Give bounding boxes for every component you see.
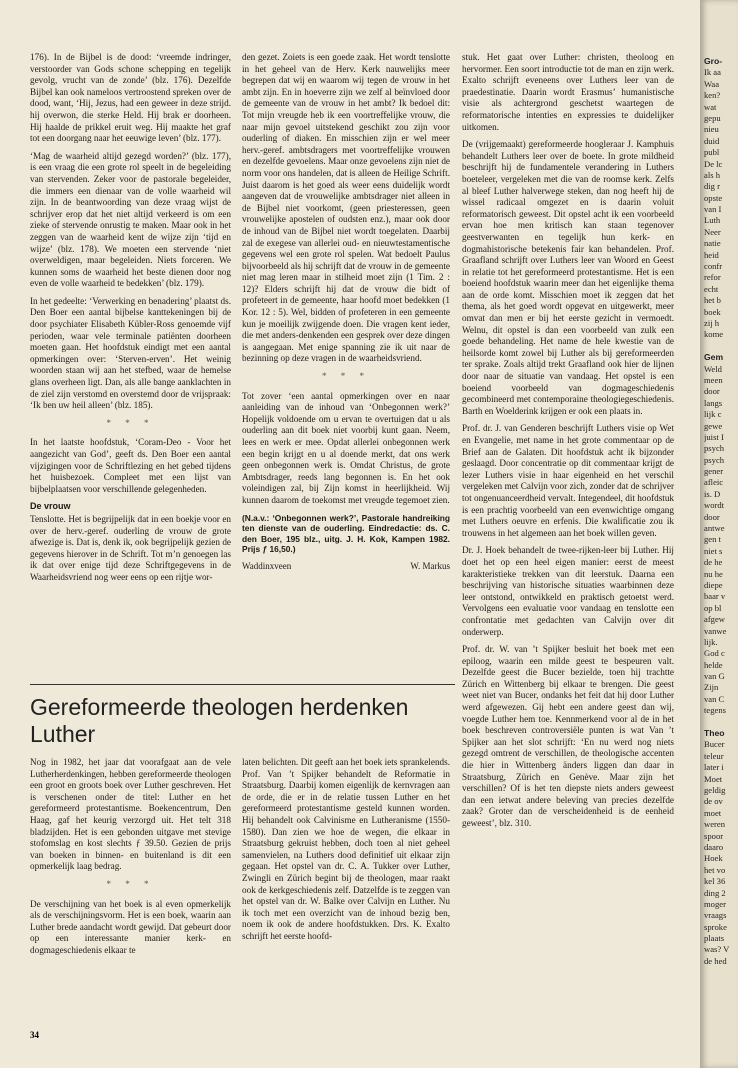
right-page-line: confr (704, 261, 723, 272)
signature (242, 561, 450, 573)
paragraph: Prof. dr. W. van ’t Spijker besluit het boek met een epiloog, waarin een milde geest te bespeuren valt. Dezelfde geest die Bucer bezielde, toen hij trachtte Zürich en Wittenberg bij elkaar te brengen. Die geest weet niet van Bucer, ondanks het feit dat hij door Luther werd afgewezen. Gij hebt een andere geest dan wij, voegde Luther hem toe. Kennmerkend voor al de in het boek beschreven controversiële punten is wat Van ’t Spijker aan het slot schrijft: ‘En nu werd nog niets gezegd omtrent de verschillen, de theologische accenten die hier in Wittenberg änders liggen dan daar in Straatsburg, Zürich en Genève. Maar zijn het verschillen? Of is het ten diepste niets anders geweest dan een ietwat andere beleving van precies dezelfde zaak? Groter dan de verscheidenheid is de eenheid geweest’, blz. 310. (462, 644, 674, 828)
paragraph: 176). In de Bijbel is de dood: ‘vreemde indringer, verstoorder van Gods schone schepping en tegelijk gevolg, vrucht van de zonde’ (blz. 176). Dezelfde Bijbel kan ook nameloos vertroostend spreken over de dood, want, ‘Hij, Jezus, had een geweer in deze strijd. hij overwon, die sterke Held. Hij brak er doorheen. Hij haalde de prikkel eruit weg. Hij maakte het graf tot een doorgang naar het eeuwige leven’ (blz. 177). (30, 52, 231, 144)
column-2-top (242, 52, 450, 573)
paragraph: De verschijning van het boek is al even opmerkelijk als de verschijningsvorm. Het is een boek, waarin aan Luther brede aandacht wordt gewijd. Dat gebeurt door op een interessante manier kerk- en dogmageschiedenis elkaar te (30, 898, 231, 955)
right-page-line: ding 2 (704, 887, 726, 898)
right-page-line: meen (704, 374, 723, 385)
right-page-line: door (704, 511, 720, 522)
right-page-line: daaro (704, 841, 724, 852)
right-page-line: Gro- (704, 56, 723, 66)
right-page-line: opste (704, 192, 723, 203)
right-page-line: langs (704, 397, 723, 408)
right-page-line: het vo (704, 864, 726, 875)
right-page-line: baar v (704, 591, 726, 602)
paragraph: Tenslotte. Het is begrijpelijk dat in een boekje voor en over de herv.-geref. ouderling de vrouw de grote afwezige is. Dat is, denk ik, ook begrijpelijk gezien de gegevens hierover in de Schrift. Tot m’n genoegen las ik dat over enige tijd deze Schriftgegevens in de Waarheidsvriend nog weer eens op een rijtje wor- (30, 513, 231, 582)
book-info: (N.a.v.: ‘Onbegonnen werk?’, Pastorale handreiking ten dienste van de ouderling. Eindredactie: ds. C. den Boer, 195 blz., uitg. J. H. Kok, Kampen 1982. Prijs ƒ 16,50.) (242, 512, 450, 555)
right-page-line: gener (704, 466, 724, 477)
right-page-line: helde (704, 659, 723, 670)
right-page-line: psych (704, 454, 725, 465)
right-page-line: wordt (704, 500, 725, 511)
right-page-line: op bl (704, 602, 722, 613)
right-page-line: vraags (704, 910, 727, 921)
right-page-line: is. D (704, 488, 721, 499)
right-page-line: van I (704, 204, 722, 215)
right-page-line: antwe (704, 523, 725, 534)
right-page-line: refor (704, 272, 721, 283)
column-2-bottom (242, 757, 450, 949)
section-divider: * * * (322, 371, 370, 382)
section-divider: * * * (106, 417, 155, 428)
right-page-line: lijk. (704, 636, 718, 647)
right-page-line: Theo (704, 728, 725, 739)
right-page-line: Neer (704, 226, 721, 237)
paragraph: ‘Mag de waarheid altijd gezegd worden?’ (blz. 177), is een vraag die een grote rol speelt in de begeleiding van stervenden. Zeker voor de pastorale begeleider, die immers een dienaar van de volle waarheid wil zijn. In de beantwoording van deze vraag wijst de schrijver erop dat het niet altijd verkeerd is om een zieke of stervende onrustig te maken. Maar ook in het zeggen van de waarheid kent de wijze zijn ‘tijd en wijze’ (blz. 178). We moeten een stervende ‘niet overweldigen, maar begeleiden. Niets forceren. We kunnen soms de waarheid het beste dienen door nog even de volle waarheid te bedekken’ (blz. 179). (30, 150, 231, 289)
paragraph: den gezet. Zoiets is een goede zaak. Het wordt tenslotte in het geheel van de Herv. Kerk nauwelijks meer begrepen dat wij en waarom wij tegen de vrouw in het ambt zijn. En in hoeverre zijn we zelf al beïnvloed door de gemeente van de vrouw in het ambt? Ik bedoel dit: Tot mijn vreugde heb ik een voortreffelijke vrouw, die naar mijn gevoel uitstekend geschikt zou zijn voor ouderling of diaken. En misschien zijn er wel meer herv.-geref. ambtsdragers met voortreffelijke vrouwen en dezelfde gevoelens. Maar onze gevoelens zijn niet de norm voor ons handelen, dat is alleen de Heilige Schrift. Juist daarom is het goed als weer eens duidelijk wordt aangeven dat de vrouwelijke ambtsdrager niet alleen in de Bijbel niet voorkomt, (geen priesteressen, geen vrouwelijke apostelen of oudsten enz.), maar ook door de inhoud van de Bijbel niet wordt toegelaten. Daarbij zal de exegese van allerlei oud- en nieuwtestamentische gegevens wel een grote rol spelen. Wat bedoelt Paulus bijvoorbeeld als hij schrijft dat de vrouw in de gemeente niet mag leren maar in stilheid moet zijn (1 Tim. 2 : 12)? Elders schrijft hij dat de vrouw die bidt of profeteert in de gemeente, haar hoofd moet bedekken (1 Kor. 12 : 5). Wel, bidden of profeteren in een gemeente kun je moeilijk zwijgende doen. Die vragen kent ieder, die met anders-denkenden een gesprek over deze dingen is aangegaan. Met enige spanning zie ik uit naar de bezinning op deze vragen in de waarheidsvriend. (242, 52, 450, 364)
right-page-line: echt (704, 283, 719, 294)
right-page-fragment (700, 0, 738, 1068)
article-divider-line (30, 684, 455, 685)
right-page-line: door (704, 386, 720, 397)
right-page-line: Ik aa (704, 67, 721, 78)
paragraph: In het gedeelte: ‘Verwerking en benadering’ plaatst ds. Den Boer een aantal bijbelse kanttekeningen bij de door psychiater Elisabeth Kübler-Ross genoemde vijf perioden, waar vele terminale patiënten doorheen moeten gaan. Het hoofdstuk eindigt met een aantal opmerkingen over: ‘Sterven-erven’. Het weinig woorden staan wij aan het stefbed, waar de hemelse glans overheen ligt. Dan, als alle bange aanklachten in de ziel zijn verstomd en overstemd door de vrijspraak: ‘Ik ben uw heil alleen’ (blz. 185). (30, 295, 231, 411)
right-page-line: nieu (704, 124, 719, 135)
right-page-line: de he (704, 557, 723, 568)
right-page-line: geldig (704, 785, 726, 795)
right-page-line: ken? (704, 90, 721, 101)
right-page-line: de hed (704, 955, 727, 966)
right-page-line: psych (704, 443, 725, 454)
right-page-line: Bucer (704, 739, 725, 750)
right-page-line: God c (704, 648, 725, 659)
right-page-line (704, 717, 738, 728)
right-page-line: Moet (704, 773, 723, 784)
right-page-line: heid (704, 249, 719, 260)
right-page-line: Weld (704, 363, 722, 374)
right-page-line: Hoek (704, 853, 723, 864)
page-number: 34 (30, 1030, 39, 1040)
right-page-line: duid (704, 135, 720, 146)
paragraph: De (vrijgemaakt) gereformeerde hoogleraar J. Kamphuis behandelt Luthers leer over de boete. In grote mildheid beschrijft hij de fundamentele verandering in Luthers boeteleer, vergeleken met die van de roomse kerk. Zelfs al bleef Luther halverwege steken, dan nog heeft hij de wissel radicaal omgezet en is daarin voluit reformatorisch geweest. Dit opstel acht ik een voorbeeld ervan hoe men kritisch kan staan tegenover geestverwanten en tegelijk hun kerk- en dogmahistorische betekenis fair kan behandelen. Prof. Graafland schrijft over Luthers leer van Woord en Geest in relatie tot het gereformeerd protestantisme. Het is een boeiend hoofdstuk waarin meer dan het eigenlijke thema aan de orde komt. Misschien moet ik zeggen dat het thema, als het goed wordt opgevat en uitgewerkt, meer omvat dan men er bij het eerste gezicht in vermoedt. Welnu, dit opstel is dan een voorbeeld van zulk een goede behandeling. Het name de hele kwestie van de heilsorde komt zowel bij Luther als bij gereformeerden ter sprake. Zoals altijd trekt Graafland ook hier de lijnen door naar de situatie van vandaag. Het opstel is een boeiend voorbeeld van dogmageschiedenis gecombineerd met contemporaine theologiegeschiedenis. Barth en Woelderink krijgen er ook een plaats in. (462, 139, 674, 416)
right-page-line: teleur (704, 750, 724, 761)
right-page-line: gewe (704, 420, 723, 431)
right-page-line: later i (704, 762, 724, 773)
right-page-line: natie (704, 238, 721, 249)
right-page-line: gepu (704, 112, 721, 123)
signature-name: W. Markus (410, 560, 450, 571)
column-1-bottom (30, 757, 231, 963)
right-page-line: Zijn (704, 682, 719, 693)
right-page-line: vanwe (704, 625, 727, 636)
right-page-line: dig r (704, 181, 720, 192)
right-page-line: publ (704, 147, 720, 158)
right-page-line: moet (704, 807, 722, 818)
right-page-line: weren (704, 819, 725, 830)
section-heading: De vrouw (30, 501, 71, 512)
right-page-line: moger (704, 898, 726, 909)
right-page-line: van G (704, 671, 725, 682)
right-page-line: juist I (704, 431, 724, 442)
right-page-line: boek (704, 306, 721, 317)
paragraph: Prof. dr. J. van Genderen beschrijft Luthers visie op Wet en Evangelie, met name in het grote commentaar op de Brief aan de Galaten. Dit hoofdstuk acht ik bijzonder geslaagd. Door concentratie op dit commentaar krijgt de lezer Luthers visie in haar eigenheid en het verschil vergeleken met Calvijn voor zich, zonder dat de schrijver tot ongenuanceerdheid vervalt. Integendeel, dit hoofdstuk is een prachtig voorbeeld van een evenwichtige omgang met Luthers oeuvre en erfenis. Die kwalificatie zou ik trouwens in het algemeen aan het boek willen geven. (462, 423, 675, 538)
right-page-text (704, 56, 738, 967)
paragraph: stuk. Het gaat over Luther: christen, theoloog en hervormer. Een soort introductie tot de man en zijn werk. Exalto schrijft eveneens over Luthers leer van de praedestinatie. Daarin wordt Erasmus’ humanistische visie als achtergrond geschetst waartegen de reformatorische intenties en expressies te duidelijker uitkomen. (462, 52, 674, 132)
right-page-line: sproke (704, 921, 727, 932)
paragraph: Dr. J. Hoek behandelt de twee-rijken-leer bij Luther. Hij doet het op een heel eigen manier: eerst de meest karakteristieke trekken van dit leerstuk. Daarna een beschrijving van historische situaties waarbinnen deze leer ontstond, ontwikkeld en praktisch getoetst werd. Vervolgens een evaluatie voor vandaag en tenslotte een confrontatie met gedachten van Calvijn over dit onderwerp. (462, 545, 674, 637)
right-page-line: kel 36 (704, 876, 726, 887)
right-page-line: afleic (704, 477, 724, 488)
paragraph: Nog in 1982, het jaar dat voorafgaat aan de vele Lutherherdenkingen, hebben gereformeerde theologen een groot en groots boek over Luther geschreven. Het is verschenen onder de titel: Luther en het gereformeerd protestantisme. Boekencentrum, Den Haag, gaf het keurig verzorgd uit. Het telt 318 bladzijden. Het is een gebonden uitgave met stevige stofomslag en kost slechts ƒ 39.50. Gezien de prijs van boeken in binnen- en buitenland is dit een opmerkelijk laag bedrag. (30, 757, 231, 872)
right-page-line: plaats (704, 933, 725, 944)
paragraph: Tot zover ‘een aantal opmerkingen over en naar aanleiding van de inhoud van ‘Onbegonnen werk?’ Hopelijk voldoende om u ervan te overtuigen dat u als ouderling aan dit boek niet voorbij kunt gaan. Neem, lees en werk er mee. Opdat allerlei onbegonnen werk een begin krijgt en u al doende merkt, dat ons werk geen onbegonnen werk is. Omdat Christus, de grote Ambtsdrager, reeds lang begonnen is. En het ook voleindigen zal, bij Zijn komst in heerlijkheid. Wij kunnen daarom de toekomst met vreugde tegemoet zien. (242, 390, 450, 505)
right-page-line: afgew (704, 614, 725, 625)
section-divider: * * * (106, 878, 155, 889)
right-page-line: van C (704, 693, 725, 704)
right-page-line: wat (704, 101, 717, 112)
article-headline: Gereformeerde theologen herdenken Luther (30, 694, 409, 747)
column-3 (462, 52, 674, 836)
right-page-line: tegens (704, 705, 726, 716)
right-page-line: lijk c (704, 409, 722, 420)
column-1-top (30, 52, 231, 590)
right-page-line: nu he (704, 568, 723, 579)
paragraph: laten belichten. Dit geeft aan het boek iets sprankelends. Prof. Van ’t Spijker behandelt de Reformatie in Straatsburg. Daarbij komen eigenlijk de kernvragen aan de orde, die er in de relatie tussen Luther en het gereformeerd protestantisme gesteld kunnen worden. Hij behandelt ook Calvinisme en Lutheranisme (1550-1580). Dan zien we hoe de wegen, die elkaar in Straatsburg gekruist hebben, doch toen al niet geheel samenvielen, na Luthers dood definitief uit elkaar zijn gegaan. Het opstel van dr. C. A. Tukker over Luther, Zwingli en Zürich begint bij de theologen, maar raakt ook de kerkgeschiedenis zelf. Datzelfde is te zeggen van het opstel van dr. W. Balke over Calvijn en Luther. Nu ik toch met een overzicht van de inhoud bezig ben, noem ik ook de andere hoofdstukken. Drs. K. Exalto schrijft het eerste hoofd- (242, 757, 450, 941)
right-page-line (704, 341, 738, 352)
right-page-line: het b (704, 295, 721, 306)
right-page-line: spoor (704, 830, 724, 841)
paragraph: In het laatste hoofdstuk, ‘Coram-Deo - Voor het aangezicht van God’, geeft ds. Den Boer een aantal vijzigingen voor de Schriftlezing en het gebed tijdens het huisbezoek. Compleet met een lijst van bijbelplaatsen voor verschillende gelegenheden. (30, 437, 231, 494)
right-page-line: diepe (704, 579, 723, 590)
right-page-line: Waa (704, 78, 720, 89)
right-page-line: gen t (704, 534, 721, 545)
right-page-line: zij h (704, 317, 720, 328)
right-page-line: was? V (704, 944, 730, 955)
right-page-line: De lc (704, 158, 723, 169)
right-page-line: als h (704, 169, 720, 180)
right-page-line: Gem (704, 352, 724, 363)
right-page-line: Luth (704, 215, 721, 226)
signature-place: Waddinxveen (242, 560, 292, 571)
right-page-line: de ov (704, 796, 723, 807)
right-page-line: niet s (704, 545, 723, 556)
right-page-line: kome (704, 329, 724, 340)
